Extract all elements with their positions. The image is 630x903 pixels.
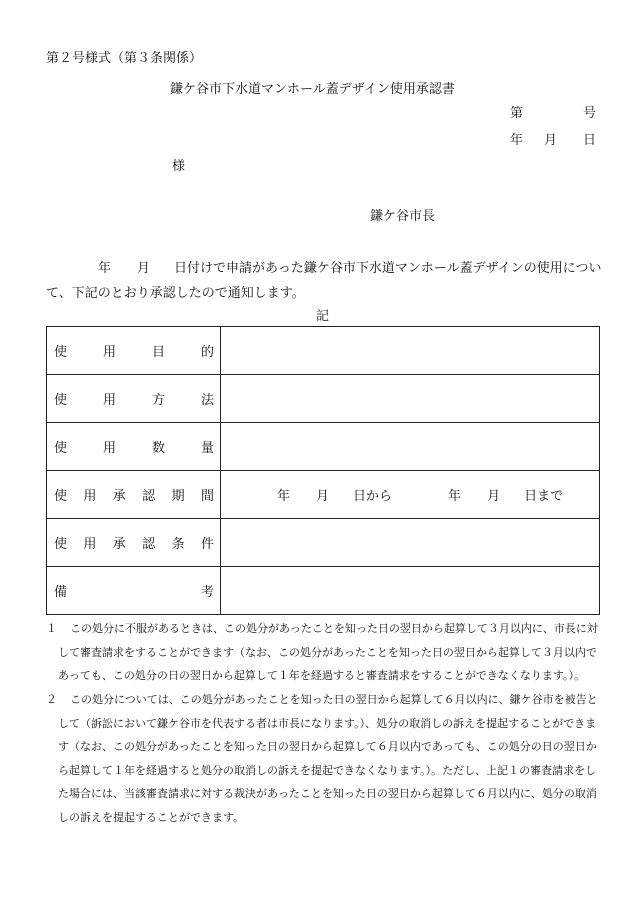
number-prefix: 第 (510, 106, 524, 121)
label-char: 使 (54, 537, 68, 552)
number-suffix: 号 (583, 106, 597, 121)
label-char: 期 (171, 489, 185, 504)
note-1 (46, 617, 602, 688)
table-row (47, 327, 600, 375)
label-char: 用 (83, 537, 97, 552)
table-row (47, 519, 600, 567)
label-char: 方 (151, 393, 165, 408)
body-line-1 (46, 257, 601, 276)
note-2 (46, 688, 602, 829)
label-char: 使 (54, 393, 68, 408)
table-row (47, 567, 600, 615)
period-to-month: 月 (487, 489, 501, 504)
label-char: 用 (102, 441, 116, 456)
row-label (54, 341, 214, 360)
period-from-day: 日から (353, 489, 393, 504)
date-day: 日 (583, 133, 597, 148)
value-period[interactable] (221, 471, 600, 519)
approval-table (46, 326, 600, 615)
body-month: 月 (137, 261, 151, 276)
row-label (54, 581, 214, 600)
label-char: 数 (151, 441, 165, 456)
label-char: 用 (83, 489, 97, 504)
label-conditions (47, 519, 221, 567)
label-char: 用 (102, 393, 116, 408)
label-char: 件 (200, 537, 214, 552)
value-conditions[interactable] (221, 519, 600, 567)
body-line-2: て、下記のとおり承認したので通知します。 (46, 286, 305, 301)
label-char: 使 (54, 345, 68, 360)
label-char: 量 (200, 441, 214, 456)
label-purpose (47, 327, 221, 375)
label-char: 承 (112, 489, 126, 504)
value-quantity[interactable] (221, 423, 600, 471)
period-to-day: 日まで (524, 489, 564, 504)
note-number: １ (46, 622, 57, 635)
note-number: ２ (46, 693, 57, 706)
table-row (47, 423, 600, 471)
label-char: 認 (142, 537, 156, 552)
label-char: 的 (200, 345, 214, 360)
label-remarks (47, 567, 221, 615)
row-label (54, 437, 214, 456)
label-char: 考 (200, 585, 214, 600)
label-char: 認 (142, 489, 156, 504)
issuer: 鎌ケ谷市長 (370, 209, 436, 224)
label-char: 備 (54, 585, 68, 600)
label-char: 使 (54, 489, 68, 504)
label-char: 間 (200, 489, 214, 504)
label-char: 使 (54, 441, 68, 456)
note-text: この処分に不服があるときは、この処分があったことを知った日の翌日から起算して３月以内に、市長に対して審査請求をすることができます（なお、この処分があったことを知った日の翌日から起算して３月以内であっても、この処分の日の翌日から起算して１年を経過すると審査請求をすることができなくなります。）。 (58, 622, 598, 682)
value-purpose[interactable] (221, 327, 600, 375)
date-year: 年 (510, 133, 524, 148)
label-char: 目 (151, 345, 165, 360)
period-to-year: 年 (448, 489, 462, 504)
note-text: この処分については、この処分があったことを知った日の翌日から起算して６月以内に、鎌ケ谷市を被告として（訴訟において鎌ケ谷市を代表する者は市長になります。）、処分の取消しの訴えを提起することができます（なお、この処分があったことを知った日の翌日から起算して６月以内であっても、この処分の日の翌日から起算して１年を経過すると処分の取消しの訴えを提起できなくなります。）。ただし、上記１の審査請求をした場合には、当該審査請求に対する裁決があったことを知った日の翌日から起算して６月以内に、処分の取消しの訴えを提起することができます。 (58, 693, 598, 824)
label-quantity (47, 423, 221, 471)
value-remarks[interactable] (221, 567, 600, 615)
ki-heading: 記 (316, 309, 330, 324)
label-char: 条 (171, 537, 185, 552)
label-method (47, 375, 221, 423)
addressee-suffix: 様 (172, 159, 186, 174)
date-month: 月 (544, 133, 558, 148)
period-range (221, 485, 599, 504)
value-method[interactable] (221, 375, 600, 423)
row-label (54, 485, 214, 504)
body-year: 年 (98, 261, 112, 276)
label-period (47, 471, 221, 519)
form-label: 第２号様式（第３条関係） (46, 51, 203, 66)
period-from-year: 年 (277, 489, 291, 504)
period-from-month: 月 (316, 489, 330, 504)
body-line-1-rest: 日付けで申請があった鎌ケ谷市下水道マンホール蓋デザインの使用につい (174, 261, 602, 276)
document-title: 鎌ケ谷市下水道マンホール蓋デザイン使用承認書 (170, 82, 455, 97)
table-row (47, 375, 600, 423)
row-label (54, 533, 214, 552)
label-char: 承 (112, 537, 126, 552)
label-char: 用 (102, 345, 116, 360)
label-char: 法 (200, 393, 214, 408)
table-row (47, 471, 600, 519)
row-label (54, 389, 214, 408)
